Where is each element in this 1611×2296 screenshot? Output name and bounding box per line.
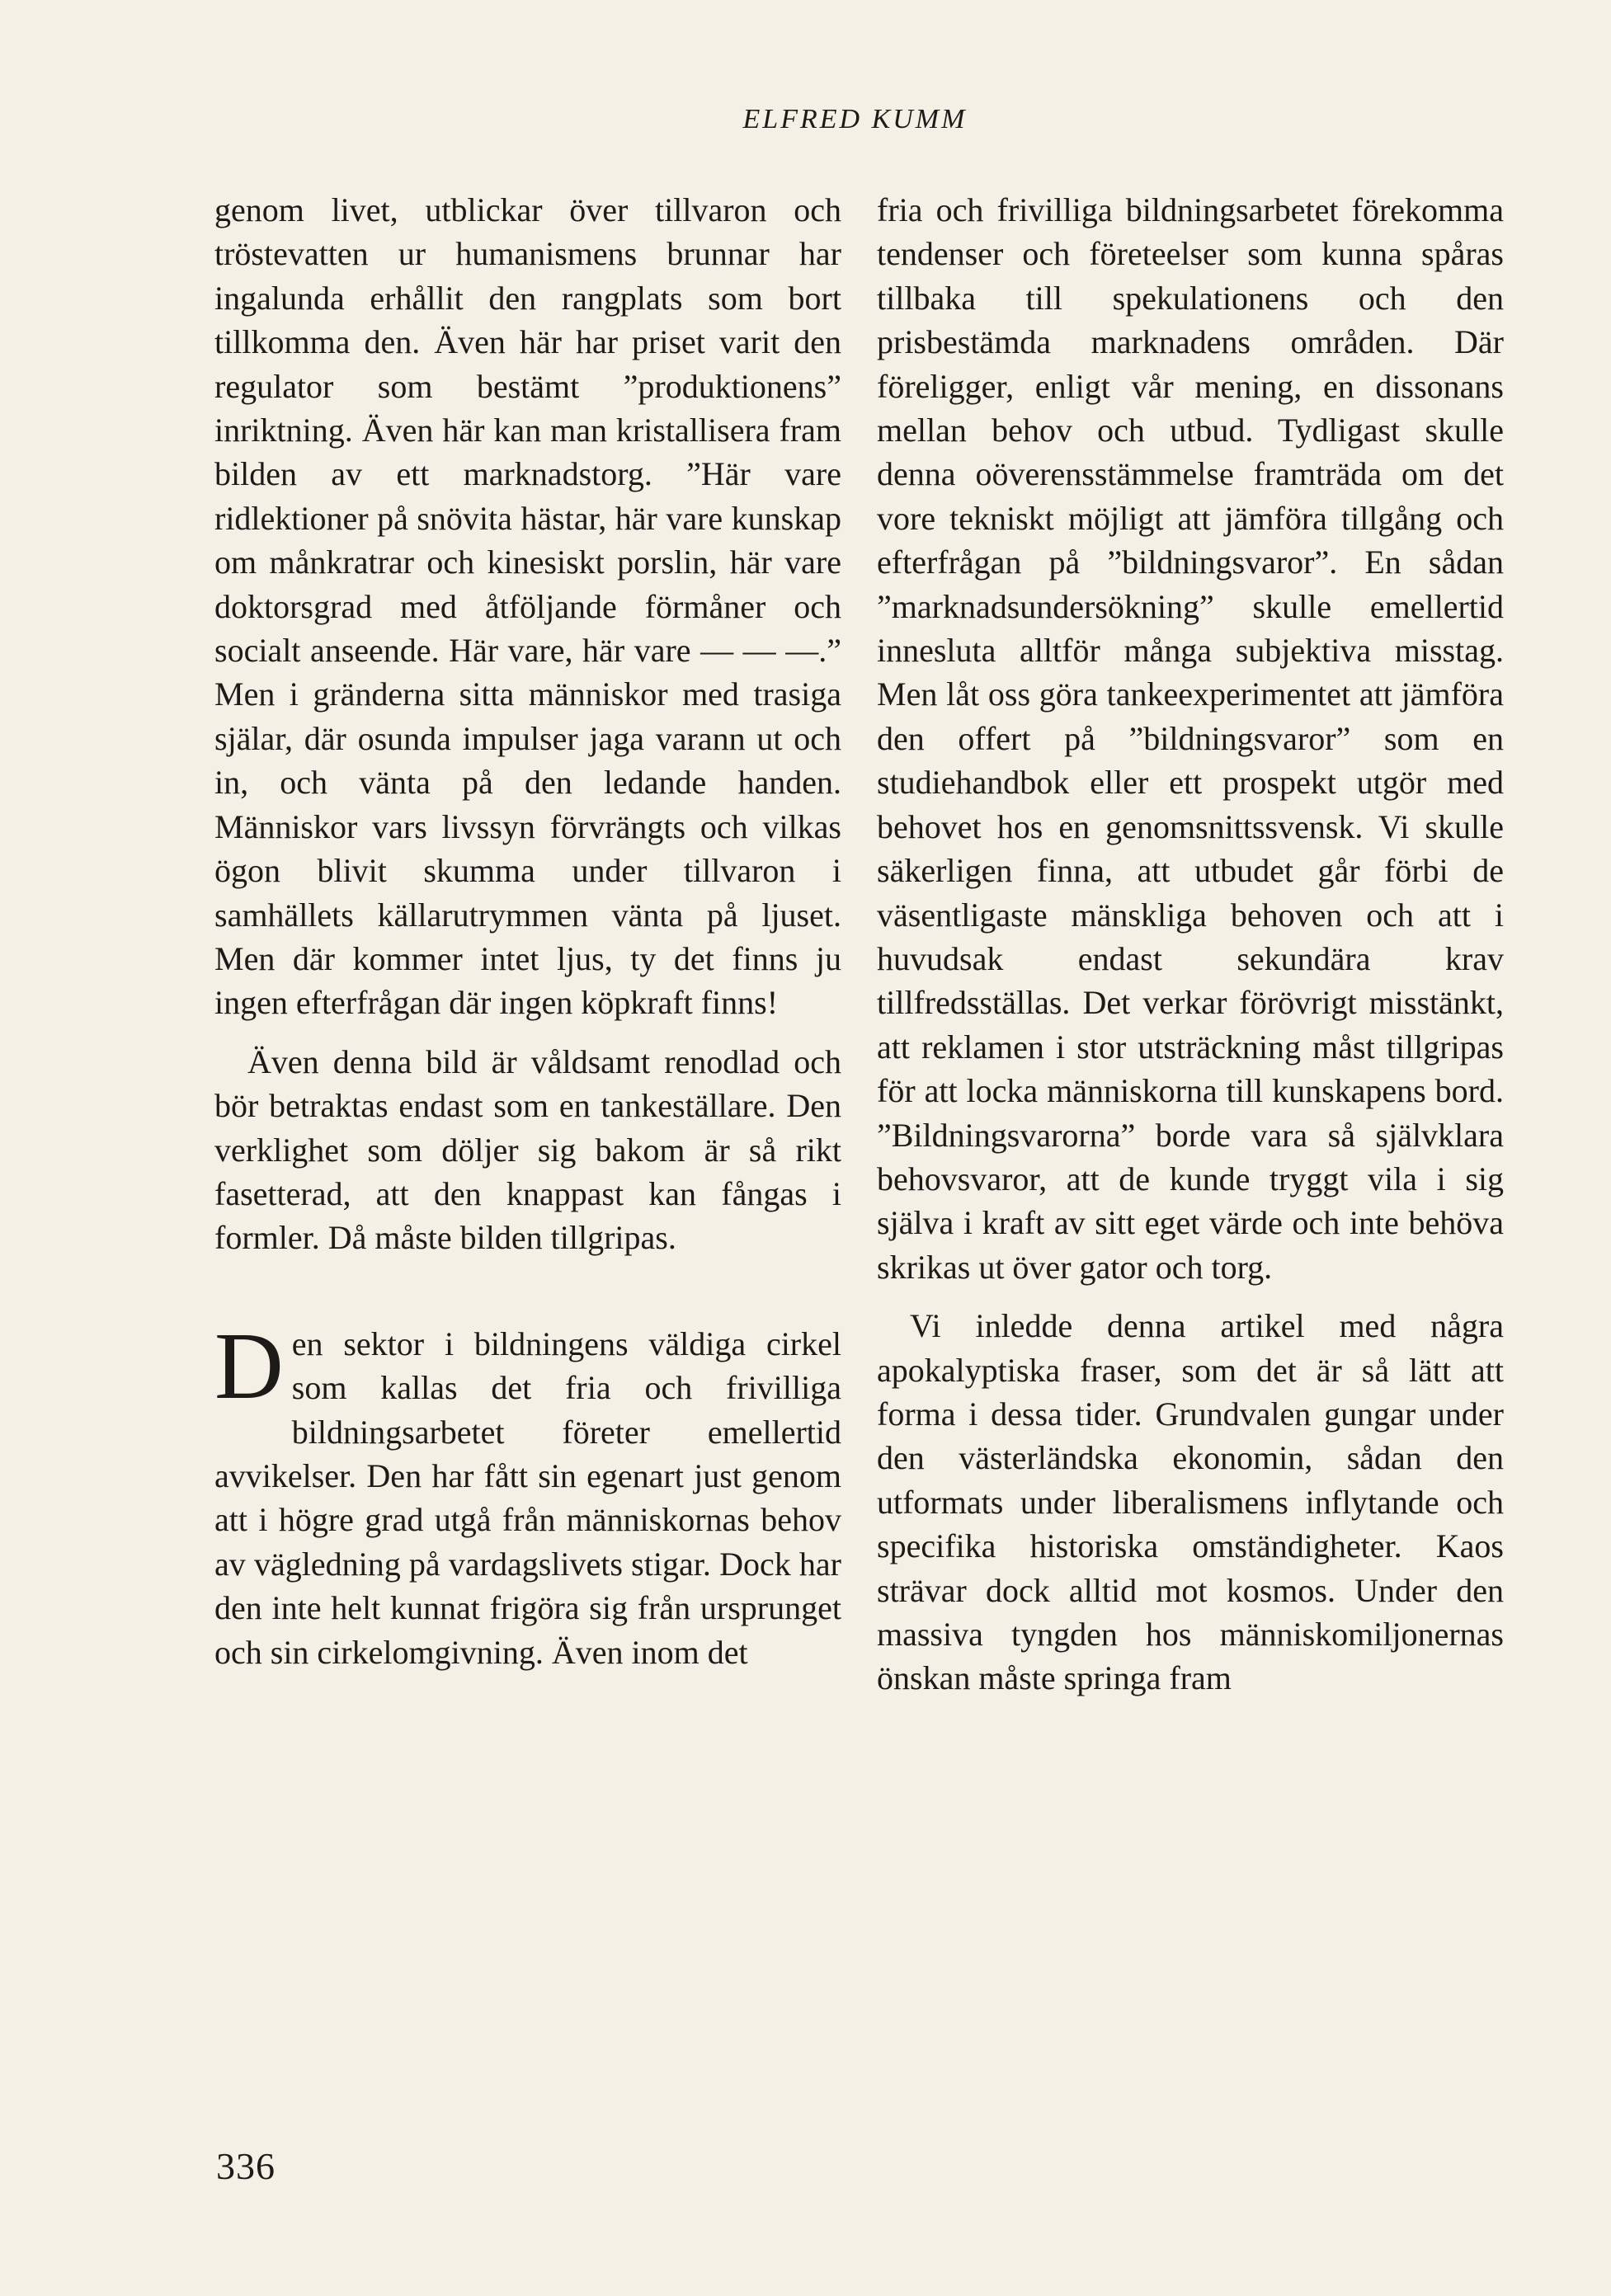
paragraph-text: en sektor i bildningens väldiga cirkel som kallas det fria och frivilliga bildningsarbetet företer emellertid avvikelser. Den har fått sin egenart just genom att i högre grad utgå från människornas behov av vägledning på vardagslivets stigar. Dock har den inte helt kunnat frigöra sig från ursprunget och sin cirkelomgivning. Även inom det (214, 1324, 841, 1671)
paragraph: Vi inledde denna artikel med några apokalyptiska fraser, som det är så lätt att forma i dessa tider. Grundvalen gungar under den västerländska ekonomin, sådan den utformats under liberalismens inflytande och specifika historiska omständigheter. Kaos strävar dock alltid mot kosmos. Under den massiva tyngden hos människomiljonernas önskan måste springa fram (877, 1307, 1504, 1697)
paragraph: genom livet, utblickar över tillvaron och tröstevatten ur humanismens brunnar har ingalunda erhållit den rangplats som bort tillkomma den. Även här har priset varit den regulator som bestämt ”produktionens” inriktning. Även här kan man kristallisera fram bilden av ett marknadstorg. ”Här vare ridlektioner på snövita hästar, här vare kunskap om månkratrar och kinesiskt porslin, här vare doktorsgrad med åtföljande förmåner och socialt anseende. Här vare, här vare — — —.” Men i gränderna sitta människor med trasiga själar, där osunda impulser jaga varann ut och in, och vänta på den ledande handen. Människor vars livssyn förvrängts och vilkas ögon blivit skumma under tillvaron i samhällets källarutrymmen vänta på ljuset. Men där kommer intet ljus, ty det finns ju ingen efterfrågan där ingen köpkraft finns! (214, 191, 841, 1022)
paragraph-with-dropcap (214, 1313, 841, 1674)
page-number: 336 (216, 2145, 276, 2187)
left-column (214, 188, 841, 1674)
right-column (877, 188, 1504, 1701)
paragraph: fria och frivilliga bildningsarbetet förekomma tendenser och företeelser som kunna spåras tillbaka till spekulationens och den prisbestämda marknadens områden. Där föreligger, enligt vår mening, en dissonans mellan behov och utbud. Tydligast skulle denna oöverensstämmelse framträda om det vore tekniskt möjligt att jämföra tillgång och efterfrågan på ”bildningsvaror”. En sådan ”marknadsundersökning” skulle emellertid innesluta alltför många subjektiva misstag. Men låt oss göra tankeexperimentet att jämföra den offert på ”bildningsvaror” som en studiehandbok eller ett prospekt utgör med behovet hos en genomsnittssvensk. Vi skulle säkerligen finna, att utbudet går förbi de väsentligaste mänskliga behoven och att i huvudsak endast sekundära krav tillfredsställas. Det verkar förövrigt misstänkt, att reklamen i stor utsträckning måst tillgripas för att locka människorna till kunskapens bord. ”Bildningsvarorna” borde vara så självklara behovsvaror, att de kunde tryggt vila i sig själva i kraft av sitt eget värde och inte behöva skrikas ut över gator och torg. (877, 191, 1504, 1286)
running-title: ELFRED KUMM (742, 104, 968, 134)
drop-cap: D (214, 1313, 284, 1419)
paragraph: Även denna bild är våldsamt renodlad och bör betraktas endast som en tankeställare. Den verklighet som döljer sig bakom är så rikt fasetterad, att den knappast kan fångas i formler. Då måste bilden tillgripas. (214, 1042, 841, 1257)
